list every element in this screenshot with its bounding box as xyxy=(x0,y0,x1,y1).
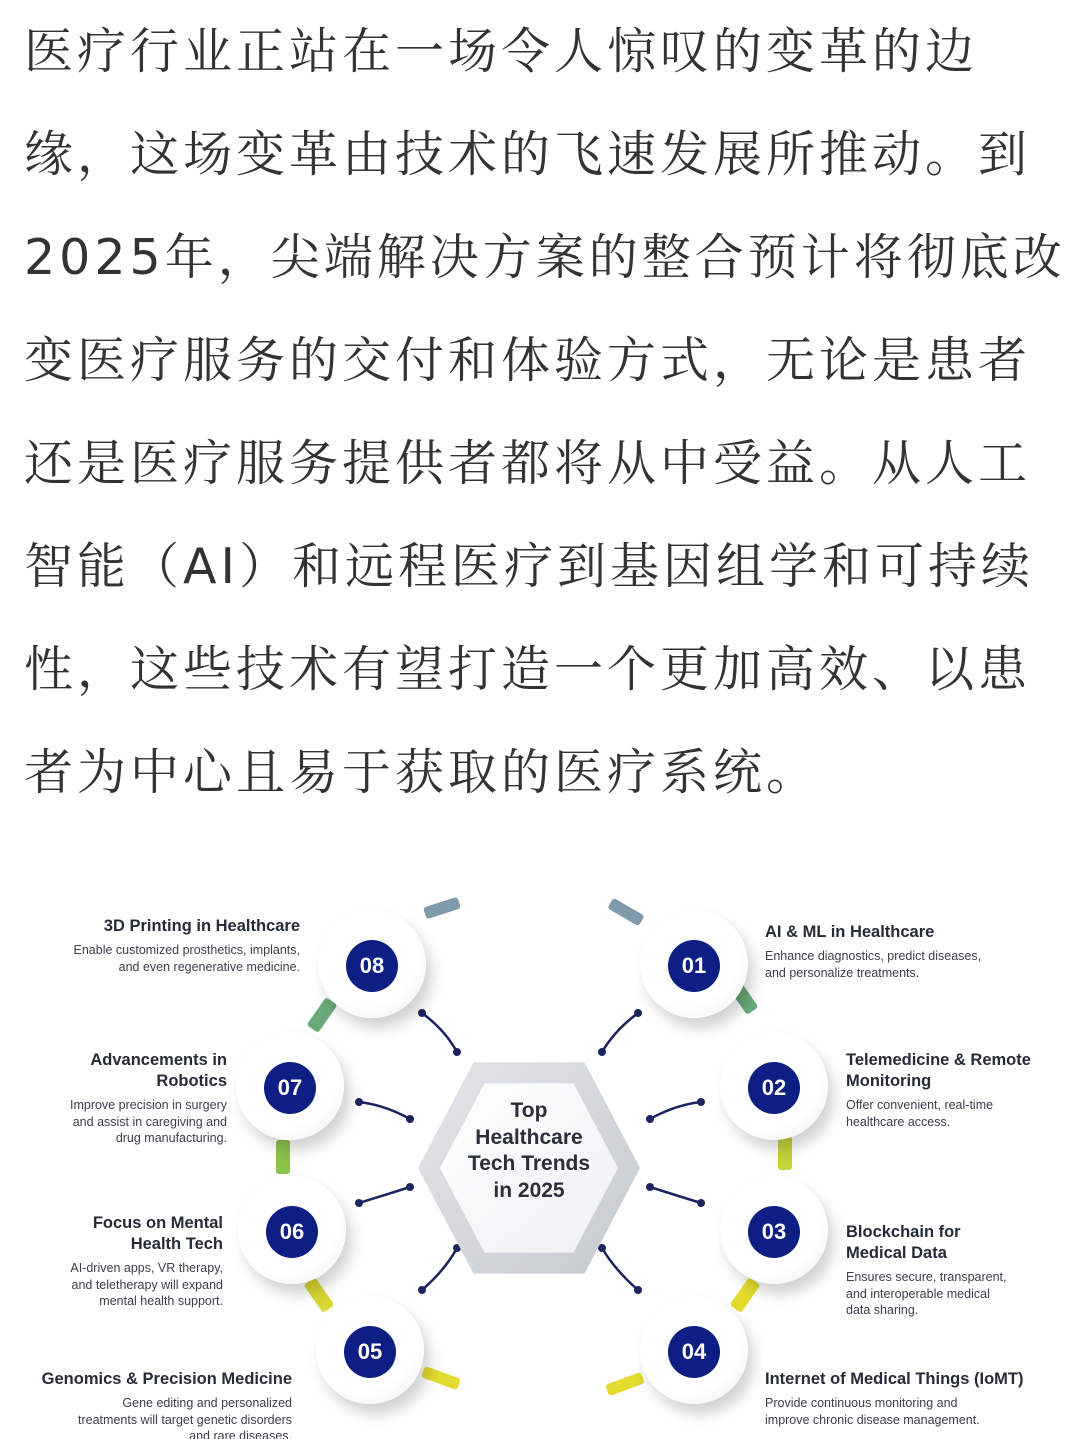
trend-node-06 xyxy=(238,1176,346,1284)
trend-description: Improve precision in surgery and assist in caregiving and drug manufacturing. xyxy=(69,1098,227,1145)
paragraph-line: 者为中心且易于获取的医疗系统。 xyxy=(24,744,820,801)
infographic-title: Top Healthcare Tech Trends in 2025 xyxy=(467,1099,591,1202)
trend-node-03 xyxy=(720,1176,828,1284)
trend-node-02 xyxy=(720,1032,828,1140)
healthcare-trends-infographic xyxy=(0,880,1080,1439)
trend-title: Advancements in Robotics xyxy=(90,1051,227,1090)
number-badge: 04 xyxy=(668,1326,720,1378)
article-paragraph xyxy=(24,0,1066,824)
paragraph-line: 变医疗服务的交付和体验方式，无论是患者 xyxy=(24,332,1032,389)
trend-item-01 xyxy=(765,922,1065,981)
trend-node-01 xyxy=(640,910,748,1018)
paragraph-line: 2025年，尖端解决方案的整合预计将彻底改 xyxy=(24,229,1066,286)
trend-title: Blockchain for Medical Data xyxy=(846,1223,961,1262)
trend-item-06 xyxy=(3,1213,223,1310)
paragraph-line: 医疗行业正站在一场令人惊叹的变革的边 xyxy=(24,23,979,80)
trend-item-08 xyxy=(20,916,300,975)
trend-item-05 xyxy=(12,1369,292,1439)
center-hexagon xyxy=(418,1058,640,1278)
number-badge: 01 xyxy=(668,940,720,992)
paragraph-line: 还是医疗服务提供者都将从中受益。从人工 xyxy=(24,435,1032,492)
trend-node-05 xyxy=(316,1296,424,1404)
paragraph-line: 缘，这场变革由技术的飞速发展所推动。到 xyxy=(24,126,1032,183)
trend-node-07 xyxy=(236,1032,344,1140)
trend-item-07 xyxy=(7,1050,227,1147)
number-badge: 03 xyxy=(748,1206,800,1258)
trend-description: Offer convenient, real-time healthcare access. xyxy=(846,1098,994,1129)
paragraph-line: 性，这些技术有望打造一个更加高效、以患 xyxy=(24,641,1032,698)
trend-description: Enhance diagnostics, predict diseases, and personalize treatments. xyxy=(765,949,982,980)
number-badge: 06 xyxy=(266,1206,318,1258)
trend-title: Focus on Mental Health Tech xyxy=(92,1214,223,1253)
number-badge: 08 xyxy=(346,940,398,992)
number-badge: 05 xyxy=(344,1326,396,1378)
trend-title: AI & ML in Healthcare xyxy=(765,923,935,941)
trend-item-04 xyxy=(765,1369,1075,1428)
trend-description: Enable customized prosthetics, implants, and even regenerative medicine. xyxy=(73,943,300,974)
paragraph-line: 智能（AI）和远程医疗到基因组学和可持续 xyxy=(24,538,1034,595)
trend-title: Telemedicine & Remote Monitoring xyxy=(846,1051,1031,1090)
trend-title: 3D Printing in Healthcare xyxy=(103,917,300,935)
trend-description: Gene editing and personalized treatments will target genetic disorders and rare diseases. xyxy=(78,1396,292,1439)
trend-description: AI-driven apps, VR therapy, and teletherapy will expand mental health support. xyxy=(70,1261,223,1308)
trend-node-08 xyxy=(318,910,426,1018)
number-badge: 02 xyxy=(748,1062,800,1114)
number-badge: 07 xyxy=(264,1062,316,1114)
trend-item-02 xyxy=(846,1050,1076,1130)
trend-title: Internet of Medical Things (IoMT) xyxy=(765,1370,1024,1388)
trend-description: Ensures secure, transparent, and interoperable medical data sharing. xyxy=(846,1270,1007,1317)
trend-node-04 xyxy=(640,1296,748,1404)
trend-description: Provide continuous monitoring and improve chronic disease management. xyxy=(765,1396,980,1427)
trend-title: Genomics & Precision Medicine xyxy=(41,1370,292,1388)
trend-item-03 xyxy=(846,1222,1076,1319)
